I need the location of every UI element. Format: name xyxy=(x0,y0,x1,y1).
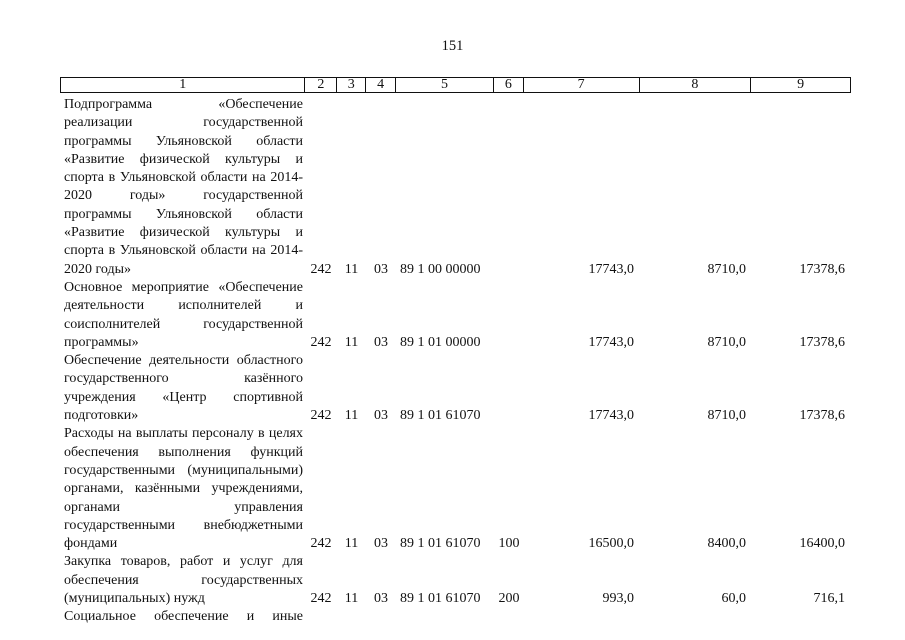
cell-col-2: 242 xyxy=(310,591,332,607)
cell-col-8: 8400,0 xyxy=(707,536,746,552)
cell-col-4: 03 xyxy=(374,591,388,607)
cell-col-2: 242 xyxy=(310,536,332,552)
cell-col-5: 89 1 01 61070 xyxy=(400,536,481,552)
table-row xyxy=(60,96,851,279)
cell-col-5: 89 1 01 61070 xyxy=(400,408,481,424)
cell-col-7: 993,0 xyxy=(602,591,634,607)
cell-col-5: 89 1 01 00000 xyxy=(400,334,481,350)
cell-col-3: 11 xyxy=(344,261,359,277)
row-description: Закупка товаров, работ и услуг для обеспечения государственных (муниципальных) нужд xyxy=(64,554,303,607)
table-header xyxy=(60,77,851,93)
cell-col-9: 16400,0 xyxy=(799,536,845,552)
cell-col-9: 17378,6 xyxy=(799,334,845,350)
header-col-3: 3 xyxy=(337,78,366,92)
cell-col-4: 03 xyxy=(374,261,388,277)
cell-col-3: 11 xyxy=(344,536,359,552)
row-description: Подпрограмма «Обеспечение реализации государственной программы Ульяновской области «Развитие физической культуры и спорта в Ульяновской области на 2014-2020 годы» государственной программы Ульяновской области «Развитие физической культуры и спорта в Ульяновской области на 2014-2020 годы» xyxy=(64,97,303,277)
row-description: Социальное обеспечение и иные xyxy=(64,609,303,625)
cell-col-4: 03 xyxy=(374,334,388,350)
row-description: Обеспечение деятельности областного государственного казённого учреждения «Центр спортивной подготовки» xyxy=(64,353,303,424)
table-row xyxy=(60,553,851,608)
cell-col-9: 17378,6 xyxy=(799,408,845,424)
table-body xyxy=(60,96,851,627)
cell-col-8: 8710,0 xyxy=(707,261,746,277)
cell-col-4: 03 xyxy=(374,408,388,424)
table-row xyxy=(60,352,851,425)
header-col-6: 6 xyxy=(494,78,524,92)
header-col-9: 9 xyxy=(797,77,805,92)
cell-col-7: 16500,0 xyxy=(588,536,634,552)
header-col-4: 4 xyxy=(366,78,396,92)
cell-col-7: 17743,0 xyxy=(588,334,634,350)
cell-col-8: 8710,0 xyxy=(707,334,746,350)
cell-col-8: 8710,0 xyxy=(707,408,746,424)
cell-col-3: 11 xyxy=(344,334,359,350)
cell-col-9: 17378,6 xyxy=(799,261,845,277)
table-row xyxy=(60,279,851,352)
table-row xyxy=(60,608,851,626)
cell-col-3: 11 xyxy=(344,408,359,424)
page-number: 151 xyxy=(441,38,464,54)
cell-col-7: 17743,0 xyxy=(588,408,634,424)
table-row xyxy=(60,425,851,553)
header-col-8: 8 xyxy=(640,78,752,92)
cell-col-6: 100 xyxy=(498,536,520,552)
cell-col-5: 89 1 01 61070 xyxy=(400,591,481,607)
cell-col-6: 200 xyxy=(498,591,520,607)
cell-col-4: 03 xyxy=(374,536,388,552)
cell-col-5: 89 1 00 00000 xyxy=(400,261,481,277)
header-col-1: 1 xyxy=(61,78,305,92)
cell-col-7: 17743,0 xyxy=(588,261,634,277)
cell-col-2: 242 xyxy=(310,334,332,350)
cell-col-2: 242 xyxy=(310,261,332,277)
row-description: Основное мероприятие «Обеспечение деятельности исполнителей и соисполнителей государственной программы» xyxy=(64,279,303,350)
cell-col-2: 242 xyxy=(310,408,332,424)
header-col-7: 7 xyxy=(524,78,640,92)
cell-col-8: 60,0 xyxy=(721,591,746,607)
row-description: Расходы на выплаты персоналу в целях обеспечения выполнения функций государственными (муниципальными) органами, казёнными учреждениями, органами управления государственными внебюджетными фондами xyxy=(64,426,303,552)
header-col-5: 5 xyxy=(396,78,494,92)
header-col-2: 2 xyxy=(305,78,337,92)
cell-col-9: 716,1 xyxy=(813,591,845,607)
cell-col-3: 11 xyxy=(344,591,359,607)
